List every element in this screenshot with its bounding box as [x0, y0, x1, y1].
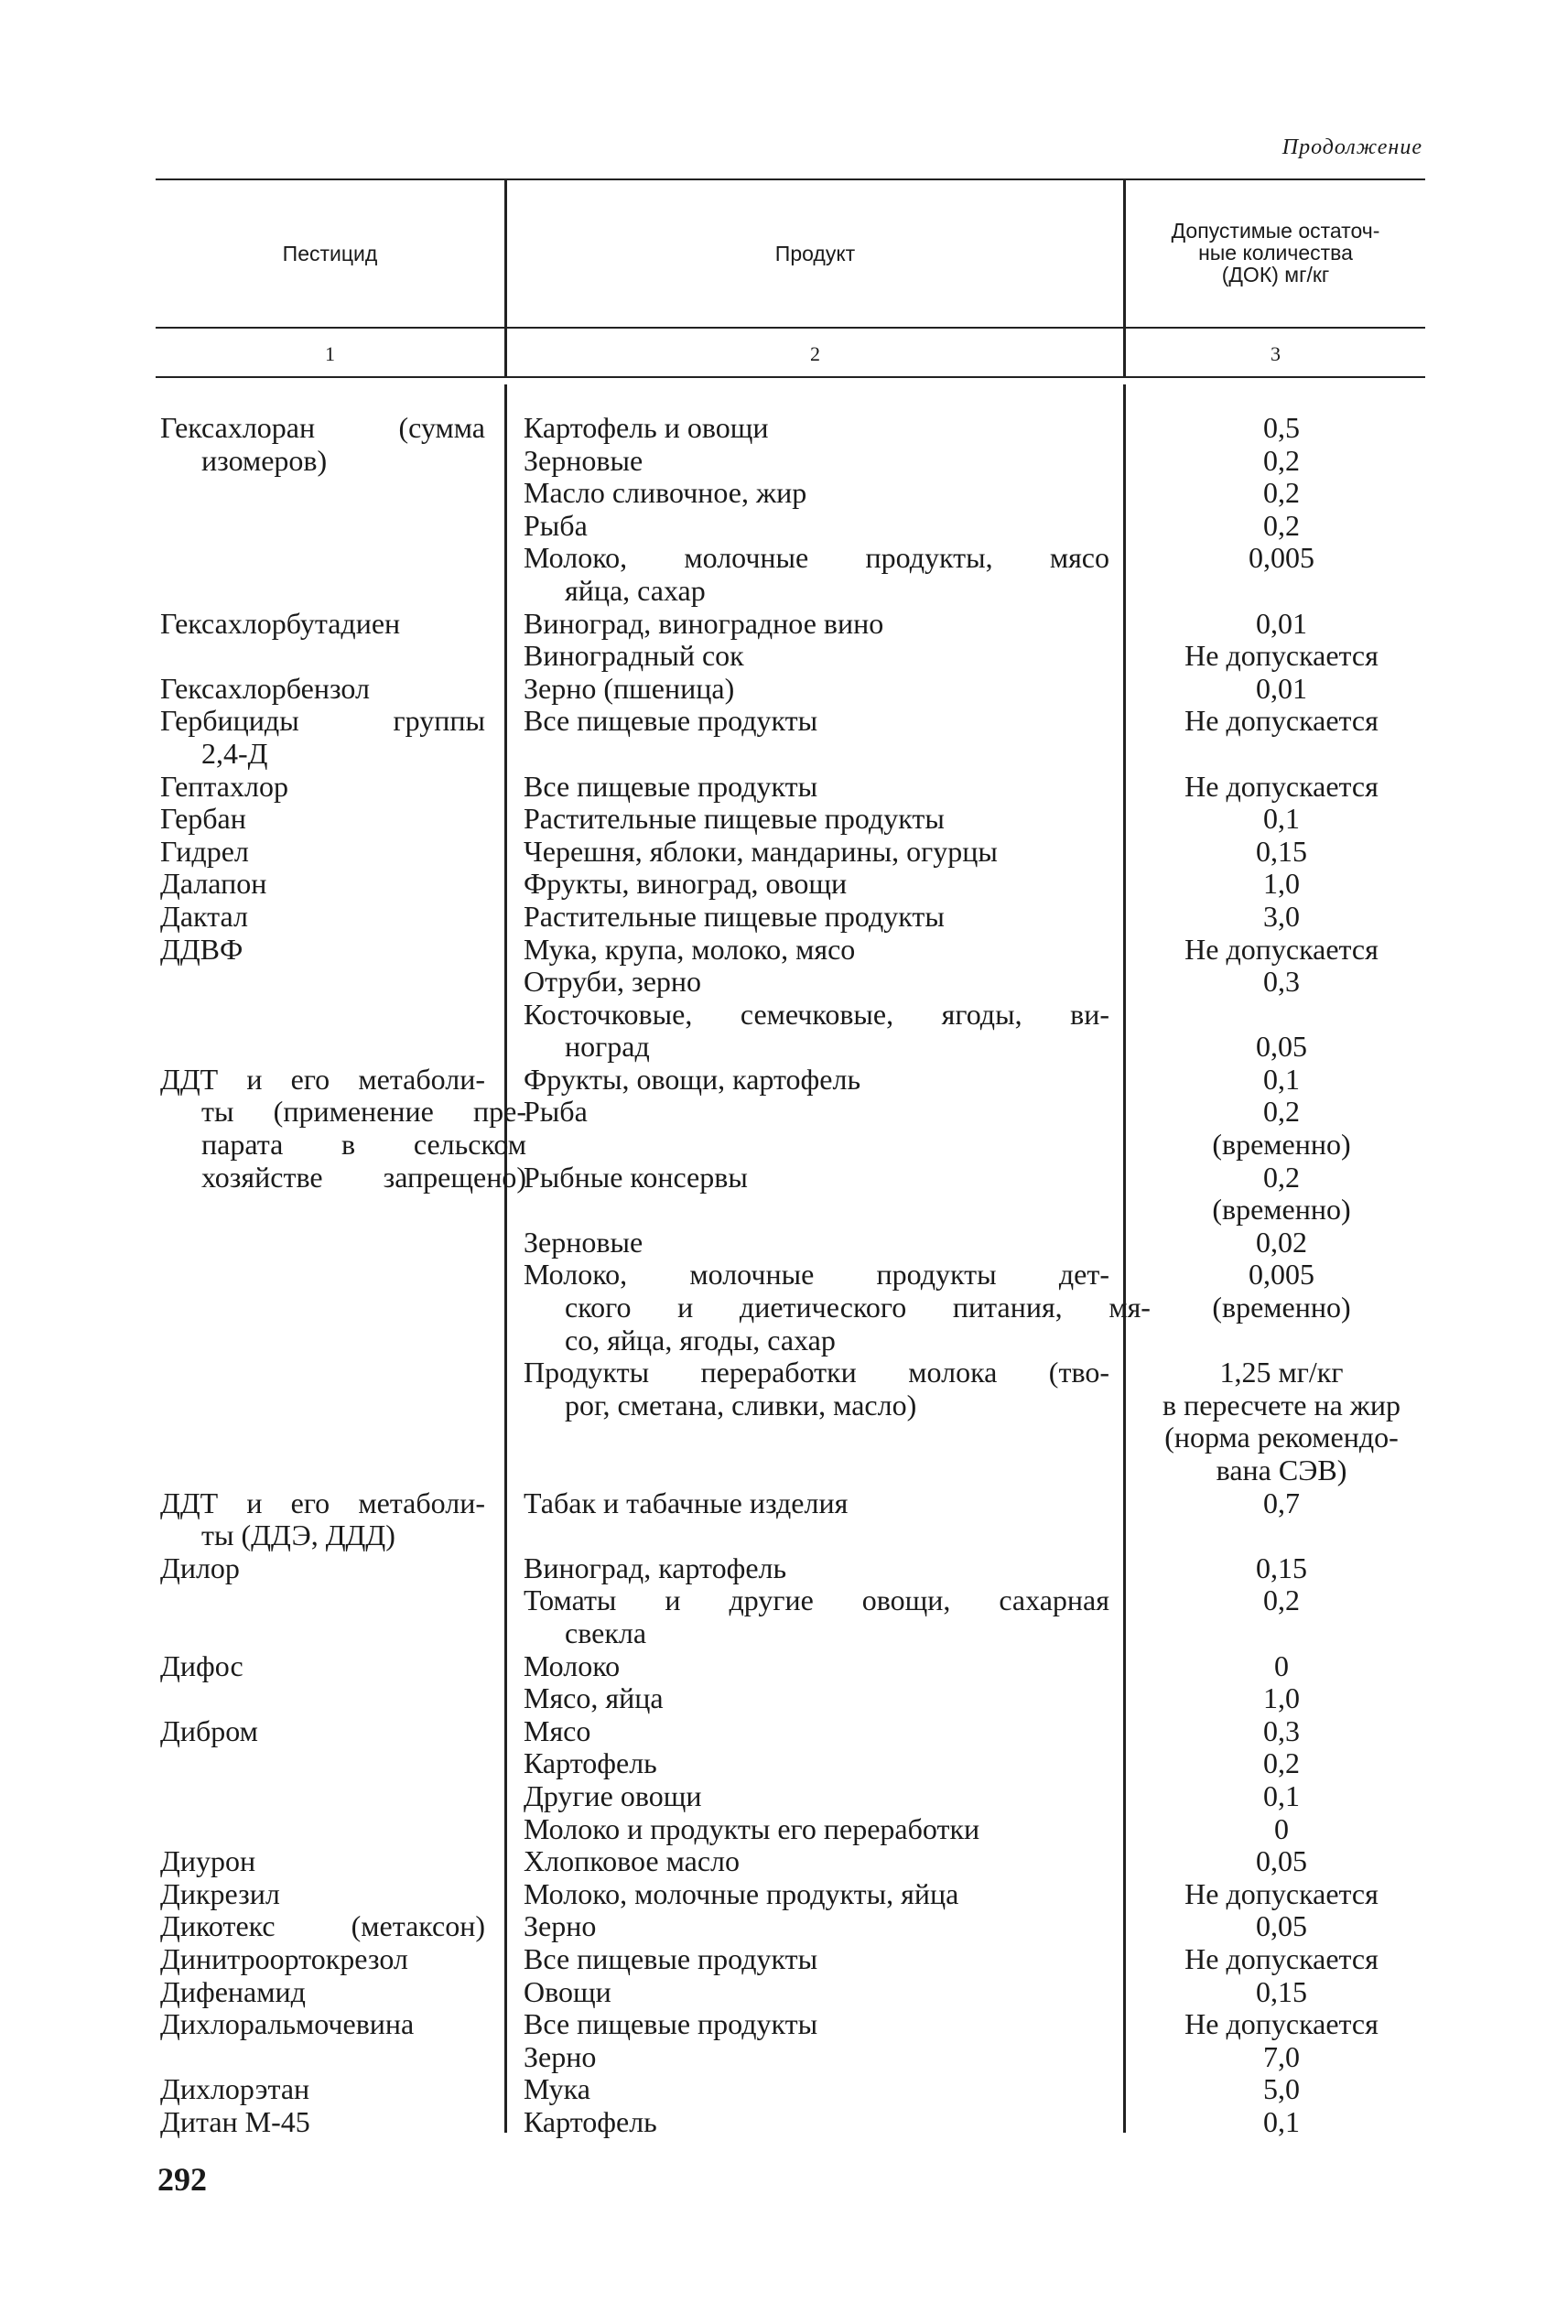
pesticide-cell: Гербан — [160, 802, 246, 836]
pesticide-cell: Дилор — [160, 1551, 240, 1584]
residue-cell: Не допускается — [1184, 639, 1379, 673]
table-row — [0, 445, 1568, 478]
pesticide-cell: ДДТ и его метаболи- — [160, 1062, 485, 1096]
pesticide-cell: Дитан М-45 — [160, 2104, 310, 2138]
residue-cell: в пересчете на жир — [1162, 1388, 1401, 1421]
product-cell: Другие овощи — [524, 1778, 702, 1812]
residue-cell: 0,005 — [1249, 1258, 1314, 1292]
product-cell: Отруби, зерно — [524, 965, 702, 999]
product-cell: Зерновые — [524, 1225, 643, 1259]
residue-cell: 1,25 мг/кг — [1219, 1356, 1344, 1389]
residue-cell: 1,0 — [1263, 1681, 1300, 1715]
residue-cell: 0,2 — [1263, 508, 1300, 542]
product-cell: со, яйца, ягоды, сахар — [565, 1323, 836, 1357]
product-cell: Все пищевые продукты — [524, 1941, 818, 1975]
pesticide-cell: Гексахлоран (сумма — [160, 411, 485, 444]
table-row — [0, 1227, 1568, 1259]
residue-cell: 0,2 — [1263, 443, 1300, 477]
table-row — [0, 477, 1568, 510]
residue-cell: (временно) — [1212, 1193, 1351, 1227]
product-cell: Зерновые — [524, 443, 643, 477]
table-row — [0, 1389, 1568, 1422]
product-cell: ского и диетического питания, мя- — [565, 1291, 1151, 1324]
product-cell: Овощи — [524, 1974, 611, 2008]
residue-cell: 0,2 — [1263, 1746, 1300, 1780]
residue-cell: Не допускается — [1184, 1941, 1379, 1975]
residue-cell: 0,02 — [1256, 1225, 1307, 1259]
table-row — [0, 542, 1568, 575]
pesticide-cell: Гербициды группы — [160, 704, 485, 738]
product-cell: Растительные пищевые продукты — [524, 802, 945, 836]
residue-cell: (норма рекомендо- — [1164, 1421, 1399, 1454]
table-row — [0, 1878, 1568, 1911]
pesticide-cell: парата в сельском — [201, 1128, 526, 1162]
pesticide-cell: Дифос — [160, 1648, 243, 1682]
column-number-3: 3 — [1271, 342, 1281, 365]
product-cell: Зерно (пшеница) — [524, 671, 735, 705]
pesticide-cell: Дифенамид — [160, 1974, 306, 2008]
product-cell: Масло сливочное, жир — [524, 476, 807, 510]
table-row — [0, 999, 1568, 1032]
pesticide-cell: хозяйстве запрещено) — [201, 1160, 526, 1194]
table-row — [0, 868, 1568, 901]
product-cell: Фрукты, виноград, овощи — [524, 867, 848, 901]
product-cell: Виноградный сок — [524, 639, 744, 673]
table-row — [0, 1519, 1568, 1552]
header-product: Продукт — [774, 242, 856, 265]
product-cell: Зерно — [524, 2039, 597, 2073]
table-row — [0, 640, 1568, 673]
residue-cell: 0,05 — [1256, 1909, 1307, 1943]
header-residue-line-3: (ДОК) мг/кг — [1221, 263, 1330, 286]
table-row — [0, 771, 1568, 804]
product-cell: Мясо — [524, 1713, 591, 1747]
pesticide-cell: Гептахлор — [160, 769, 288, 803]
pesticide-cell: Дихлоральмочевина — [160, 2007, 415, 2041]
product-cell: Мука — [524, 2072, 590, 2106]
product-cell: рог, сметана, сливки, масло) — [565, 1388, 917, 1421]
residue-cell: 0 — [1274, 1648, 1289, 1682]
product-cell: Картофель — [524, 1746, 657, 1780]
table-row — [0, 673, 1568, 706]
pesticide-cell: ДДВФ — [160, 932, 243, 966]
table-row — [0, 2106, 1568, 2139]
product-cell: Картофель и овощи — [524, 411, 769, 444]
table-row — [0, 1421, 1568, 1454]
product-cell: Все пищевые продукты — [524, 769, 818, 803]
table-row — [0, 1129, 1568, 1162]
product-cell: Черешня, яблоки, мандарины, огурцы — [524, 834, 998, 868]
pesticide-cell: Динитроортокрезол — [160, 1941, 408, 1975]
table-row — [0, 901, 1568, 934]
number-row-bottom-rule — [156, 376, 1425, 378]
product-cell: Рыба — [524, 508, 588, 542]
pesticide-cell: Гидрел — [160, 834, 249, 868]
pesticide-cell: Дикрезил — [160, 1876, 280, 1910]
header-residue-line-2: ные количества — [1198, 241, 1353, 265]
table-row — [0, 966, 1568, 999]
product-cell: яйца, сахар — [565, 573, 706, 607]
product-cell: Картофель — [524, 2104, 657, 2138]
pesticide-cell: Дибром — [160, 1713, 258, 1747]
residue-cell: 0,05 — [1256, 1844, 1307, 1878]
product-cell: Растительные пищевые продукты — [524, 899, 945, 933]
pesticide-cell: Дактал — [160, 899, 248, 933]
pesticide-cell: 2,4-Д — [201, 736, 268, 770]
table-row — [0, 510, 1568, 543]
product-cell: Зерно — [524, 1909, 597, 1943]
residue-cell: 0,2 — [1263, 1584, 1300, 1617]
residue-cell: Не допускается — [1184, 769, 1379, 803]
residue-cell: 0,1 — [1263, 2104, 1300, 2138]
table-row — [0, 1747, 1568, 1780]
residue-cell: 0,2 — [1263, 1095, 1300, 1129]
table-row — [0, 2073, 1568, 2106]
table-body — [0, 412, 1568, 2138]
residue-cell: (временно) — [1212, 1291, 1351, 1324]
table-row — [0, 1910, 1568, 1943]
residue-cell: 0,05 — [1256, 1030, 1307, 1064]
table-row — [0, 803, 1568, 836]
residue-cell: 0,3 — [1263, 1713, 1300, 1747]
residue-cell: 5,0 — [1263, 2072, 1300, 2106]
column-number-1: 1 — [325, 342, 335, 365]
table-row — [0, 1324, 1568, 1357]
table-row — [0, 1487, 1568, 1520]
table-row — [0, 705, 1568, 738]
table-row — [0, 1780, 1568, 1813]
table-row — [0, 1682, 1568, 1715]
residue-cell: 0,5 — [1263, 411, 1300, 444]
table-row — [0, 1096, 1568, 1129]
column-number-2: 2 — [810, 342, 820, 365]
residue-cell: Не допускается — [1184, 932, 1379, 966]
table-row — [0, 1357, 1568, 1389]
residue-cell: (временно) — [1212, 1128, 1351, 1162]
pesticide-cell: Далапон — [160, 867, 267, 901]
table-row — [0, 1292, 1568, 1324]
table-row — [0, 1162, 1568, 1194]
product-cell: Косточковые, семечковые, ягоды, ви- — [524, 997, 1109, 1031]
product-cell: Виноград, картофель — [524, 1551, 787, 1584]
pesticide-cell: Дихлорэтан — [160, 2072, 310, 2106]
residue-cell: Не допускается — [1184, 704, 1379, 738]
residue-cell: 3,0 — [1263, 899, 1300, 933]
product-cell: Мука, крупа, молоко, мясо — [524, 932, 856, 966]
residue-cell: 0,2 — [1263, 476, 1300, 510]
pesticide-cell: Дикотекс (метаксон) — [160, 1909, 485, 1943]
table-row — [0, 575, 1568, 608]
table-row — [0, 1259, 1568, 1292]
table-row — [0, 1064, 1568, 1097]
table-row — [0, 1031, 1568, 1064]
table-row — [0, 836, 1568, 869]
residue-cell: 0,1 — [1263, 1062, 1300, 1096]
header-residue — [1126, 220, 1425, 286]
product-cell: ноград — [565, 1030, 650, 1064]
table-row — [0, 2008, 1568, 2041]
residue-cell: Не допускается — [1184, 2007, 1379, 2041]
residue-cell: 0,1 — [1263, 1778, 1300, 1812]
product-cell: свекла — [565, 1616, 647, 1649]
residue-cell: 7,0 — [1263, 2039, 1300, 2073]
residue-cell: 0,15 — [1256, 1551, 1307, 1584]
table-row — [0, 1813, 1568, 1846]
residue-cell: 0,2 — [1263, 1160, 1300, 1194]
product-cell: Все пищевые продукты — [524, 704, 818, 738]
table-row — [0, 934, 1568, 967]
table-row — [0, 1194, 1568, 1227]
residue-cell: Не допускается — [1184, 1876, 1379, 1910]
product-cell: Табак и табачные изделия — [524, 1486, 849, 1519]
continuation-label: Продолжение — [1281, 135, 1422, 159]
table-row — [0, 1943, 1568, 1976]
page-number: 292 — [157, 2161, 207, 2198]
pesticide-cell: изомеров) — [201, 443, 328, 477]
product-cell: Рыбные консервы — [524, 1160, 748, 1194]
table-row — [0, 1845, 1568, 1878]
residue-cell: 0,01 — [1256, 606, 1307, 640]
product-cell: Молоко, молочные продукты, яйца — [524, 1876, 959, 1910]
residue-cell: 1,0 — [1263, 867, 1300, 901]
residue-cell: 0,1 — [1263, 802, 1300, 836]
table-row — [0, 1617, 1568, 1650]
product-cell: Рыба — [524, 1095, 588, 1129]
product-cell: Молоко, молочные продукты, мясо — [524, 541, 1109, 575]
residue-cell: 0,005 — [1249, 541, 1314, 575]
residue-cell: 0,15 — [1256, 1974, 1307, 2008]
table-row — [0, 1976, 1568, 2009]
product-cell: Молоко и продукты его переработки — [524, 1811, 980, 1845]
product-cell: Виноград, виноградное вино — [524, 606, 884, 640]
residue-cell: 0,01 — [1256, 671, 1307, 705]
pesticide-cell: ты (ДДЭ, ДДД) — [201, 1519, 395, 1552]
pesticide-cell: Гексахлорбензол — [160, 671, 370, 705]
product-cell: Все пищевые продукты — [524, 2007, 818, 2041]
table-row — [0, 1650, 1568, 1683]
table-row — [0, 608, 1568, 641]
pesticide-cell: ДДТ и его метаболи- — [160, 1486, 485, 1519]
product-cell: Мясо, яйца — [524, 1681, 664, 1715]
table-row — [0, 1454, 1568, 1487]
pesticide-cell: ты (применение пре- — [201, 1095, 526, 1129]
residue-cell: 0,7 — [1263, 1486, 1300, 1519]
residue-cell: вана СЭВ) — [1216, 1454, 1347, 1486]
table-row — [0, 1552, 1568, 1585]
residue-cell: 0,15 — [1256, 834, 1307, 868]
residue-cell: 0,3 — [1263, 965, 1300, 999]
pesticide-cell: Гексахлорбутадиен — [160, 606, 401, 640]
table-row — [0, 1715, 1568, 1748]
table-row — [0, 2041, 1568, 2074]
table-row — [0, 738, 1568, 771]
pesticide-cell: Диурон — [160, 1844, 256, 1878]
table-top-rule — [156, 178, 1425, 180]
product-cell: Томаты и другие овощи, сахарная — [524, 1584, 1109, 1617]
product-cell: Молоко, молочные продукты дет- — [524, 1258, 1109, 1292]
table-row — [0, 1584, 1568, 1617]
product-cell: Хлопковое масло — [524, 1844, 741, 1878]
header-residue-line-1: Допустимые остаточ- — [1171, 219, 1380, 243]
header-pesticide: Пестицид — [282, 242, 378, 265]
table-row — [0, 412, 1568, 445]
product-cell: Продукты переработки молока (тво- — [524, 1356, 1109, 1389]
header-bottom-rule — [156, 327, 1425, 329]
product-cell: Молоко — [524, 1648, 621, 1682]
product-cell: Фрукты, овощи, картофель — [524, 1062, 861, 1096]
residue-cell: 0 — [1274, 1811, 1289, 1845]
